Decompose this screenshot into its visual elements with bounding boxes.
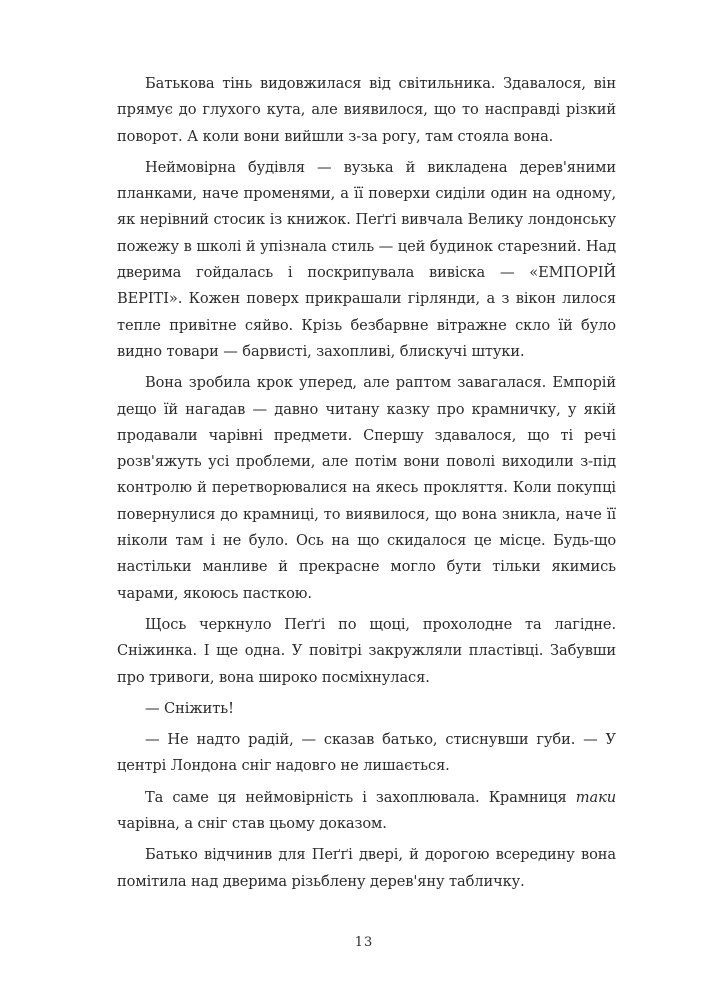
- dialogue-line-1: — Сніжить!: [145, 699, 234, 717]
- paragraph-2: Неймовірна будівля — вузька й викладена дерев'яними планками, наче променями, а її поверхи сиділи один на одному, як нерівний стосик із книжок. Пеґґі вивчала Велику лондонську пожежу в школі й упізнала стиль — цей будинок старезний. Над дверима гойдалась і поскрипувала вивіска — «ЕМПОРІЙ ВЕРІТІ». Кожен поверх прикрашали гірлянди, а з вікон лилося тепле привітне сяйво. Крізь безбарвне вітражне скло їй було видно товари — барвисті, захопливі, блискучі штуки.: [117, 158, 616, 360]
- paragraph-7-end: чарівна, а сніг став цьому доказом.: [117, 815, 387, 833]
- paragraph-8: Батько відчинив для Пеґґі двері, й дорогою всередину вона помітила над дверима різьблену дерев'яну табличку.: [117, 846, 616, 890]
- paragraph-1: Батькова тінь видовжилася від світильника. Здавалося, він прямує до глухого кута, але виявилося, що то насправді різкий поворот. А коли вони вийшли з-за рогу, там стояла вона.: [117, 75, 616, 145]
- paragraph-7-start: Та саме ця неймовірність і захоплювала. Крамниця: [145, 788, 576, 806]
- paragraph-7: [117, 785, 616, 838]
- dialogue-line-2: — Не надто радій, — сказав батько, стиснувши губи. — У центрі Лондона сніг надовго не лишається.: [117, 731, 616, 775]
- italic-word: таки: [575, 788, 616, 806]
- paragraph-3: Вона зробила крок уперед, але раптом завагалася. Емпорій дещо їй нагадав — давно читану казку про крамничку, у якій продавали чарівні предмети. Спершу здавалося, що ті речі розв'яжуть усі проблеми, але потім вони поволі виходили з-під контролю й перетворювалися на якесь прокляття. Коли покупці повернулися до крамниці, то виявилося, що вона зникла, наче її ніколи там і не було. Ось на що скидалося це місце. Будь-що настільки манливе й прекрасне могло бути тільки якимись чарами, якоюсь пасткою.: [117, 374, 616, 602]
- page-number: 13: [354, 935, 374, 950]
- paragraph-4: Щось черкнуло Пеґґі по щоці, прохолодне та лагідне. Сніжинка. І ще одна. У повітрі закружляли пластівці. Забувши про тривоги, вона широко посміхнулася.: [117, 615, 616, 686]
- page-body: [117, 71, 616, 900]
